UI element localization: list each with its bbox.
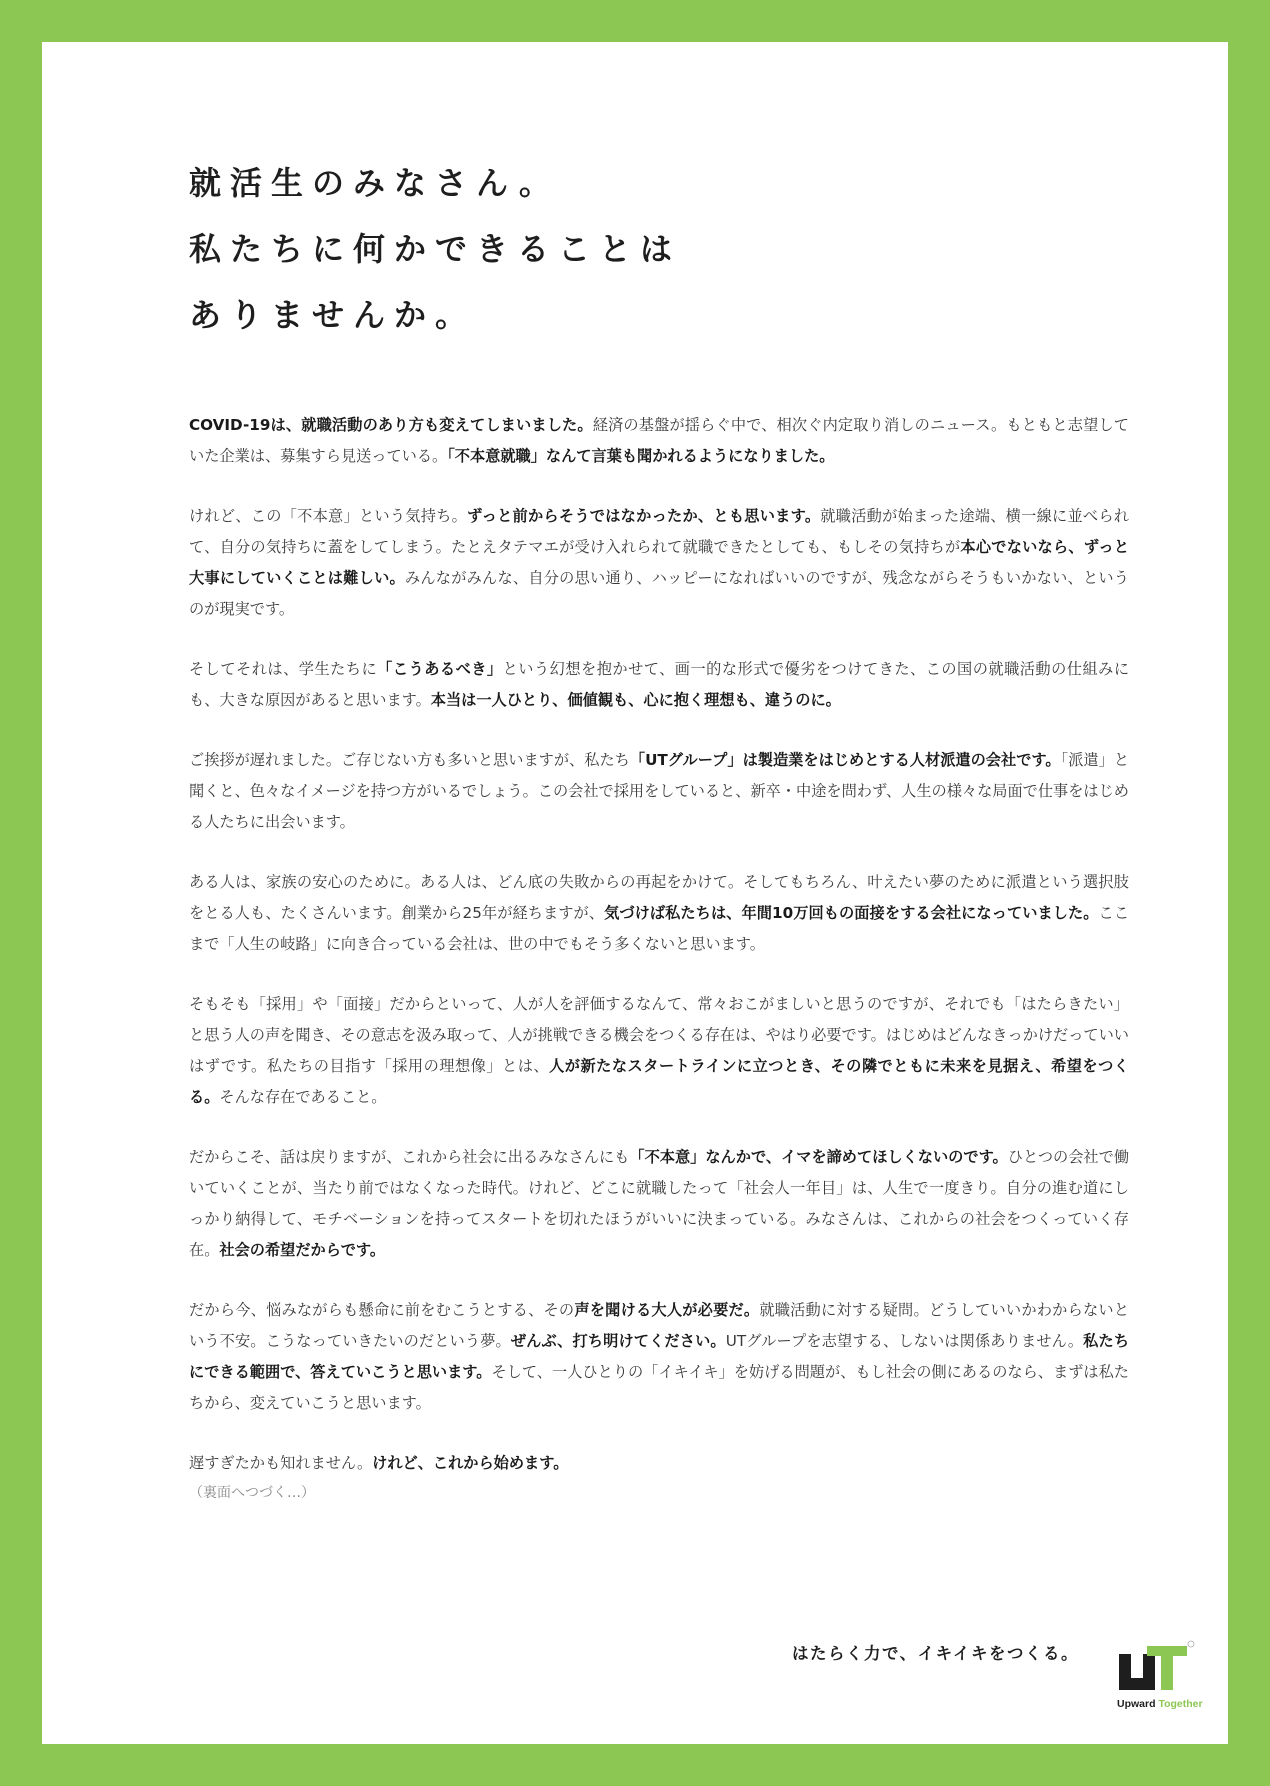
ut-logo — [1117, 1638, 1227, 1718]
body-text: 経済の基盤が揺らぐ中で、相次ぐ内定取り消しのニュース。もともと志望していた企業は、募集すら見送っている。 — [189, 416, 1129, 465]
paragraph-1 — [189, 410, 1129, 472]
continued-note: （裏面へつづく…） — [189, 1485, 315, 1501]
headline-line-2: 私たちに何かできることは — [189, 230, 682, 268]
ut-logo-mark-icon — [1117, 1638, 1227, 1698]
body-text: 就職活動が始まった途端、横一線に並べられて、自分の気持ちに蓋をしてしまう。たとえタテマエが受け入れられて就職できたとしても、もしその気持ちが — [189, 507, 1130, 556]
emphasis-text: ぜんぶ、打ち明けてください。 — [510, 1332, 726, 1350]
paragraph-9 — [189, 1448, 1129, 1479]
body-text: だから今、悩みながらも懸命に前をむこうとする、その — [189, 1301, 575, 1319]
paragraph-4 — [189, 745, 1129, 838]
emphasis-text: 本当は一人ひとり、価値観も、心に抱く理想も、違うのに。 — [430, 691, 841, 709]
paragraph-2 — [189, 501, 1129, 625]
slogan: はたらく力で、イキイキをつくる。 — [792, 1644, 1080, 1663]
headline — [189, 150, 681, 348]
emphasis-text: 気づけば私たちは、年間10万回もの面接をする会社になっていました。 — [604, 904, 1099, 922]
body-text: UTグループを志望する、しないは関係ありません。 — [725, 1332, 1084, 1350]
emphasis-text: 人が新たなスタートラインに立つとき、その隣でともに未来を見据え、希望をつくる。 — [189, 1057, 1129, 1106]
headline-line-1: 就活生のみなさん。 — [189, 164, 560, 202]
paragraph-8 — [189, 1295, 1129, 1419]
body-text: みんながみんな、自分の思い通り、ハッピーになればいいのですが、残念ながらそうもいかない、というのが現実です。 — [189, 569, 1129, 618]
body-text: ここまで「人生の岐路」に向き合っている会社は、世の中でもそう多くないと思います。 — [189, 904, 1130, 953]
paragraph-6 — [189, 989, 1129, 1113]
body-text: ある人は、家族の安心のために。ある人は、どん底の失敗からの再起をかけて。そしてもちろん、叶えたい夢のために派遣という選択肢をとる人も、たくさんいます。創業から25年が経ちますが、 — [189, 873, 1129, 922]
emphasis-text: 声を聞ける大人が必要だ。 — [574, 1301, 760, 1319]
logo-tag-upward: Upward — [1117, 1698, 1156, 1710]
paragraph-5 — [189, 867, 1129, 960]
body-text: そんな存在であること。 — [219, 1088, 387, 1106]
body-text: だからこそ、話は戻りますが、これから社会に出るみなさんにも — [189, 1148, 630, 1166]
body-text: ご挨拶が遅れました。ご存じない方も多いと思いますが、私たち — [189, 751, 630, 769]
headline-line-3: ありませんか。 — [189, 296, 477, 334]
emphasis-text: 「UTグループ」は製造業をはじめとする人材派遣の会社です。 — [629, 751, 1061, 769]
emphasis-text: 「こうあるべき」 — [377, 660, 503, 678]
body-text: 就職活動に対する疑問。どうしていいかわからないという不安。こうなっていきたいのだという夢。 — [189, 1301, 1130, 1350]
emphasis-text: 私たちにできる範囲で、答えていこうと思います。 — [189, 1332, 1130, 1381]
emphasis-text: 「不本意就職」なんて言葉も聞かれるようになりました。 — [447, 447, 835, 465]
body-text: そして、一人ひとりの「イキイキ」を妨げる問題が、もし社会の側にあるのなら、まずは私たちから、変えていこうと思います。 — [189, 1363, 1129, 1412]
emphasis-text: ずっと前からそうではなかったか、とも思います。 — [467, 507, 821, 525]
body-text: そしてそれは、学生たちに — [189, 660, 378, 678]
body-text: 「派遣」と聞くと、色々なイメージを持つ方がいるでしょう。この会社で採用をしていると、新卒・中途を問わず、人生の様々な局面で仕事をはじめる人たちに出会います。 — [189, 751, 1130, 831]
emphasis-text: 本心でないなら、ずっと大事にしていくことは難しい。 — [189, 538, 1130, 587]
body-text: ひとつの会社で働いていくことが、当たり前ではなくなった時代。けれど、どこに就職したって「社会人一年目」は、人生で一度きり。自分の進む道にしっかり納得して、モチベーションを持ってスタートを切れたほうがいいに決まっている。みなさんは、これからの社会をつくっていく存在。 — [189, 1148, 1130, 1259]
logo-tagline — [1117, 1698, 1203, 1710]
emphasis-text: COVID-19は、就職活動のあり方も変えてしまいました。 — [189, 416, 593, 434]
emphasis-text: けれど、これから始めます。 — [372, 1454, 569, 1472]
paragraph-7 — [189, 1142, 1129, 1266]
paragraph-3 — [189, 654, 1129, 716]
body-text: そもそも「採用」や「面接」だからといって、人が人を評価するなんて、常々おこがましいと思うのですが、それでも「はたらきたい」と思う人の声を聞き、その意志を汲み取って、人が挑戦できる機会をつくる存在は、やはり必要です。はじめはどんなきっかけだっていいはずです。私たちの目指す「採用の理想像」とは、 — [189, 995, 1129, 1075]
emphasis-text: 「不本意」なんかで、イマを諦めてほしくないのです。 — [629, 1148, 1008, 1166]
body-text: という幻想を抱かせて、画一的な形式で優劣をつけてきた、この国の就職活動の仕組みにも、大きな原因があると思います。 — [189, 660, 1130, 709]
body-text: けれど、この「不本意」という気持ち。 — [189, 507, 468, 525]
logo-tag-together: Together — [1158, 1698, 1203, 1710]
body-text: 遅すぎたかも知れません。 — [189, 1454, 373, 1472]
body-copy — [189, 410, 1129, 1507]
poster-sheet — [42, 42, 1228, 1744]
emphasis-text: 社会の希望だからです。 — [219, 1241, 386, 1259]
